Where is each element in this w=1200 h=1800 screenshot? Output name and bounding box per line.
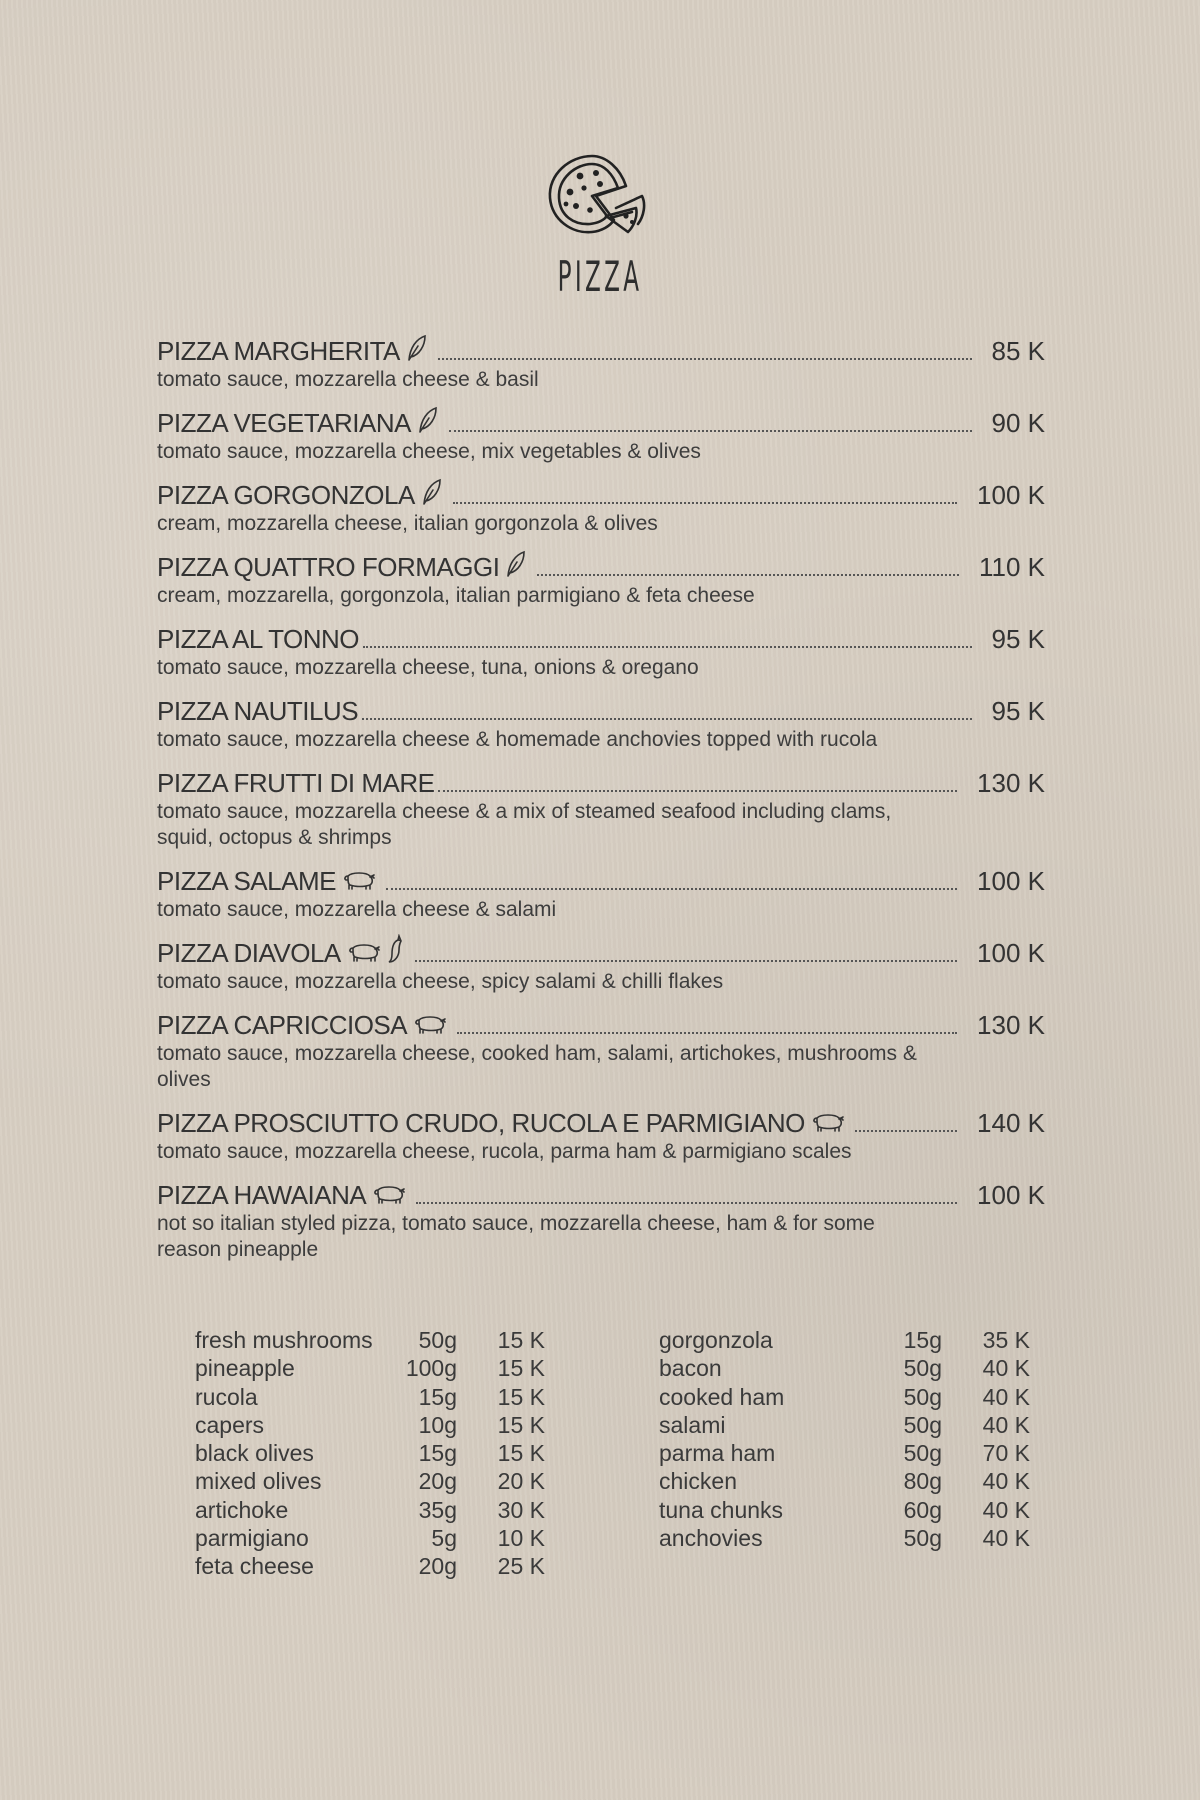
menu-item-description: tomato sauce, mozzarella cheese, cooked ham, salami, artichokes, mushrooms & olives: [157, 1042, 917, 1091]
menu-item-header: [157, 865, 1045, 897]
extra-price: 40 K: [982, 1525, 1030, 1552]
menu-item-header: [157, 335, 1045, 367]
extra-name: tuna chunks: [659, 1496, 784, 1523]
menu-item-price: 85 K: [991, 336, 1045, 366]
extra-row: [659, 1524, 1030, 1552]
extra-row: [659, 1496, 1030, 1524]
menu-item-name: PIZZA VEGETARIANA: [157, 408, 411, 438]
extra-row: [195, 1354, 545, 1382]
menu-item-name: PIZZA CAPRICCIOSA: [157, 1010, 408, 1040]
menu-item-price: 100 K: [977, 1180, 1045, 1210]
menu-item-description: cream, mozzarella, gorgonzola, italian parmigiano & feta cheese: [157, 584, 755, 607]
extra-name: black olives: [195, 1440, 314, 1467]
extra-weight: 15g: [418, 1440, 457, 1467]
menu-item-header: [157, 937, 1045, 969]
menu-item-name: PIZZA GORGONZOLA: [157, 480, 415, 510]
dot-leader: [438, 357, 972, 360]
pig-icon: [413, 1012, 453, 1041]
extra-weight: 5g: [431, 1525, 457, 1552]
menu-item-icons: [372, 1182, 412, 1211]
pizza-menu-list: [157, 335, 1045, 1263]
extra-row: [195, 1383, 545, 1411]
section-title: PIZZA: [557, 252, 643, 301]
extra-price: 15 K: [497, 1327, 545, 1353]
menu-item-icons: [417, 406, 445, 439]
menu-item-price: 130 K: [977, 1010, 1045, 1040]
leaf-icon: [406, 334, 434, 367]
menu-item-icons: [505, 550, 533, 583]
dot-leader: [449, 429, 972, 432]
dot-leader: [415, 959, 957, 962]
extra-price: 40 K: [982, 1468, 1030, 1495]
menu-item-description: tomato sauce, mozzarella cheese, rucola, parma ham & parmigiano scales: [157, 1140, 852, 1163]
dot-leader: [416, 1201, 957, 1204]
menu-item-icons: [347, 934, 411, 969]
extra-row: [659, 1411, 1030, 1439]
dot-leader: [363, 645, 971, 648]
menu-item: [157, 767, 1045, 851]
extra-name: gorgonzola: [659, 1327, 773, 1353]
menu-item-name: PIZZA HAWAIANA: [157, 1180, 367, 1210]
dot-leader: [453, 501, 957, 504]
menu-item-name: PIZZA AL TONNO: [157, 624, 360, 654]
leaf-icon: [421, 478, 449, 511]
extra-weight: 50g: [903, 1440, 942, 1467]
menu-item-description: tomato sauce, mozzarella cheese & a mix of steamed seafood including clams, squid, octopus & shrimps: [157, 800, 892, 849]
extra-name: feta cheese: [195, 1553, 314, 1580]
menu-item-icons: [413, 1012, 453, 1041]
extra-row: [659, 1326, 1030, 1354]
extra-weight: 15g: [903, 1327, 942, 1353]
extra-name: salami: [659, 1411, 726, 1438]
extra-price: 35 K: [982, 1327, 1030, 1353]
extra-weight: 10g: [418, 1411, 457, 1438]
menu-item-name: PIZZA MARGHERITA: [157, 336, 400, 366]
menu-item-price: 95 K: [991, 624, 1045, 654]
pig-icon: [342, 868, 382, 897]
extra-name: mixed olives: [195, 1468, 322, 1495]
extra-price: 20 K: [497, 1468, 545, 1495]
dot-leader: [855, 1129, 957, 1132]
extra-name: rucola: [195, 1383, 258, 1410]
extra-price: 70 K: [982, 1440, 1030, 1467]
extra-price: 40 K: [982, 1355, 1030, 1382]
pig-icon: [372, 1182, 412, 1211]
menu-item-price: 110 K: [978, 552, 1045, 582]
extra-row: [659, 1354, 1030, 1382]
menu-item-description: tomato sauce, mozzarella cheese, mix vegetables & olives: [157, 440, 701, 463]
extra-weight: 80g: [903, 1468, 942, 1495]
extra-row: [195, 1524, 545, 1552]
extra-weight: 60g: [903, 1496, 942, 1523]
extra-price: 40 K: [982, 1411, 1030, 1438]
pig-icon: [811, 1110, 851, 1139]
extra-price: 15 K: [497, 1411, 545, 1438]
extra-weight: 35g: [418, 1496, 457, 1523]
extra-weight: 20g: [418, 1553, 457, 1580]
menu-item-name: PIZZA QUATTRO FORMAGGI: [157, 552, 500, 582]
menu-item-description: tomato sauce, mozzarella cheese, tuna, onions & oregano: [157, 656, 699, 679]
extra-weight: 15g: [418, 1383, 457, 1410]
menu-item-price: 130 K: [977, 768, 1045, 798]
menu-item-name: PIZZA FRUTTI DI MARE: [157, 768, 435, 798]
menu-item-description: not so italian styled pizza, tomato sauce, mozzarella cheese, ham & for some reason pineapple: [157, 1212, 875, 1261]
chili-icon: [387, 934, 411, 969]
menu-item-description: cream, mozzarella cheese, italian gorgonzola & olives: [157, 512, 658, 535]
extra-price: 10 K: [497, 1525, 545, 1552]
extra-price: 15 K: [497, 1355, 545, 1382]
extra-name: fresh mushrooms: [195, 1327, 373, 1353]
menu-item-header: [157, 1107, 1045, 1139]
extra-weight: 50g: [903, 1525, 942, 1552]
menu-item-header: [157, 767, 1045, 799]
menu-item-price: 100 K: [977, 480, 1045, 510]
menu-item-header: [157, 1009, 1045, 1041]
extra-name: chicken: [659, 1468, 737, 1495]
extra-weight: 50g: [418, 1327, 457, 1353]
extra-row: [659, 1383, 1030, 1411]
menu-item: [157, 335, 1045, 393]
menu-item: [157, 695, 1045, 753]
menu-item: [157, 623, 1045, 681]
menu-item-price: 100 K: [977, 938, 1045, 968]
extra-row: [195, 1411, 545, 1439]
menu-item: [157, 1009, 1045, 1093]
extras-list-right: [659, 1326, 1030, 1552]
extra-row: [195, 1552, 545, 1580]
dot-leader: [537, 573, 959, 576]
extra-name: parma ham: [659, 1440, 776, 1467]
extra-name: cooked ham: [659, 1383, 785, 1410]
extra-row: [195, 1467, 545, 1495]
dot-leader: [438, 789, 957, 792]
menu-item-description: tomato sauce, mozzarella cheese, spicy salami & chilli flakes: [157, 970, 724, 993]
extra-price: 15 K: [497, 1383, 545, 1410]
extra-price: 40 K: [982, 1496, 1030, 1523]
menu-item: [157, 551, 1045, 609]
extra-row: [659, 1439, 1030, 1467]
menu-item-name: PIZZA PROSCIUTTO CRUDO, RUCOLA E PARMIGIANO: [157, 1108, 805, 1138]
extra-name: artichoke: [195, 1496, 289, 1523]
extra-row: [659, 1467, 1030, 1495]
extra-price: 40 K: [982, 1383, 1030, 1410]
leaf-icon: [417, 406, 445, 439]
extra-weight: 50g: [903, 1411, 942, 1438]
menu-item-icons: [421, 478, 449, 511]
extra-row: [195, 1326, 545, 1354]
menu-item: [157, 865, 1045, 923]
menu-item: [157, 407, 1045, 465]
extra-price: 30 K: [497, 1496, 545, 1523]
menu-item-header: [157, 623, 1045, 655]
menu-item-icons: [811, 1110, 851, 1139]
menu-item-icons: [342, 868, 382, 897]
pig-icon: [347, 940, 387, 969]
menu-item-description: tomato sauce, mozzarella cheese & basil: [157, 368, 539, 391]
dot-leader: [457, 1031, 957, 1034]
menu-item-name: PIZZA NAUTILUS: [157, 696, 359, 726]
dot-leader: [386, 887, 957, 890]
menu-item-name: PIZZA SALAME: [157, 866, 336, 896]
menu-item-price: 140 K: [977, 1108, 1045, 1138]
menu-item-header: [157, 479, 1045, 511]
menu-item-icons: [406, 334, 434, 367]
extra-weight: 50g: [903, 1383, 942, 1410]
menu-item-description: tomato sauce, mozzarella cheese & salami: [157, 898, 557, 921]
extra-name: pineapple: [195, 1355, 295, 1382]
extra-weight: 50g: [903, 1355, 942, 1382]
menu-item-header: [157, 551, 1045, 583]
menu-item-name: PIZZA DIAVOLA: [157, 938, 341, 968]
menu-item-price: 95 K: [991, 696, 1045, 726]
extra-weight: 100g: [405, 1355, 457, 1382]
menu-item: [157, 1179, 1045, 1263]
leaf-icon: [505, 550, 533, 583]
pizza-logo-icon: [540, 146, 652, 242]
extras-list-left: [195, 1326, 545, 1581]
extra-price: 15 K: [497, 1440, 545, 1467]
menu-item: [157, 1107, 1045, 1165]
menu-item-header: [157, 695, 1045, 727]
extra-price: 25 K: [497, 1553, 545, 1580]
menu-item-header: [157, 1179, 1045, 1211]
menu-item-price: 90 K: [991, 408, 1045, 438]
menu-item: [157, 937, 1045, 995]
extra-weight: 20g: [418, 1468, 457, 1495]
extra-row: [195, 1439, 545, 1467]
dot-leader: [362, 717, 971, 720]
extra-name: anchovies: [659, 1525, 763, 1552]
menu-item-description: tomato sauce, mozzarella cheese & homemade anchovies topped with rucola: [157, 728, 878, 751]
menu-item-header: [157, 407, 1045, 439]
menu-item-price: 100 K: [977, 866, 1045, 896]
extra-name: capers: [195, 1411, 265, 1438]
extra-row: [195, 1496, 545, 1524]
extra-name: parmigiano: [195, 1525, 309, 1552]
extra-name: bacon: [659, 1355, 722, 1382]
menu-item: [157, 479, 1045, 537]
